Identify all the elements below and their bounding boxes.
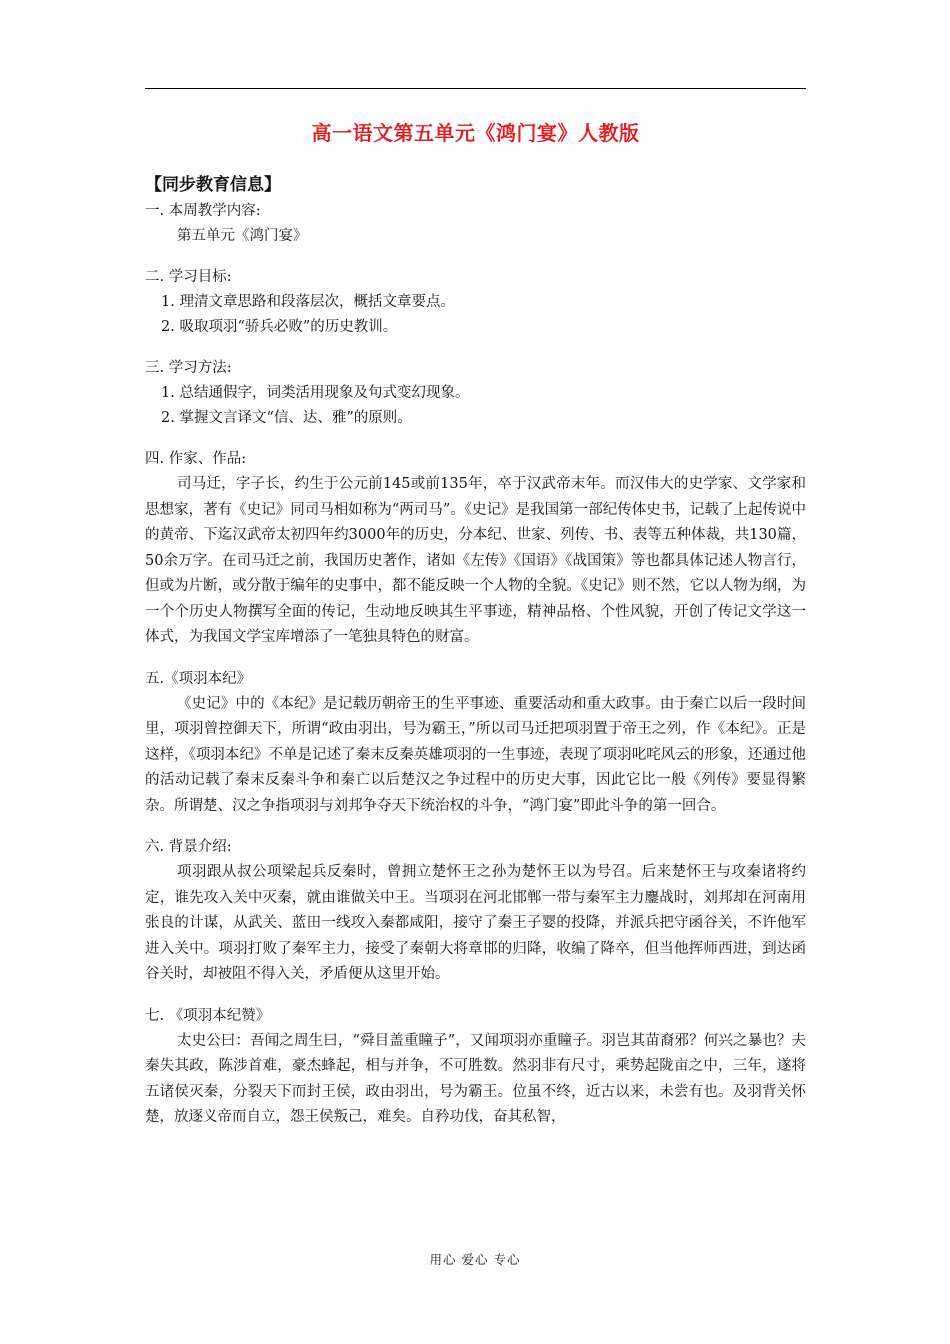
section-learning-methods <box>145 356 806 431</box>
section-paragraph: 项羽跟从叔公项梁起兵反秦时，曾拥立楚怀王之孙为楚怀王以为号召。后来楚怀王与攻秦诸将约定，谁先攻入关中灭秦，就由谁做关中王。当项羽在河北邯郸一带与秦军主力鏖战时，刘邦却在河南用张良的计谋，从武关、蓝田一线攻入秦都咸阳，接守了秦王子婴的投降，并派兵把守函谷关，不许他军进入关中。项羽打败了秦军主力，接受了秦朝大将章邯的归降，收编了降卒，但当他挥师西进，到达函谷关时，却被阻不得入关，矛盾便从这里开始。 <box>145 864 806 982</box>
section-title: 二. 学习目标: <box>145 269 232 285</box>
section-author-works <box>145 447 806 651</box>
section-title: 三. 学习方法: <box>145 360 232 376</box>
section-xiangyu-benji-zan <box>145 1004 806 1131</box>
list-item: 1. 总结通假字，词类活用现象及句式变幻现象。 <box>161 385 470 401</box>
info-heading: 【同步教育信息】 <box>145 175 281 195</box>
section-title: 一. 本周教学内容: <box>145 203 261 219</box>
section-subtext: 第五单元《鸿门宴》 <box>177 228 308 244</box>
list-item: 2. 吸取项羽“骄兵必败”的历史教训。 <box>161 319 398 335</box>
section-title: 四. 作家、作品: <box>145 451 247 467</box>
list-item: 2. 掌握文言译文“信、达、雅”的原则。 <box>161 410 412 426</box>
document-title: 高一语文第五单元《鸿门宴》人教版 <box>311 121 640 145</box>
list-item: 1. 理清文章思路和段落层次，概括文章要点。 <box>161 294 455 310</box>
document-body <box>145 170 806 1147</box>
section-learning-goals <box>145 265 806 340</box>
section-paragraph: 太史公曰：吾闻之周生曰，“舜目盖重瞳子”，又闻项羽亦重瞳子。羽岂其苗裔邪？何兴之暴也？夫秦失其政，陈涉首难，豪杰蜂起，相与并争，不可胜数。然羽非有尺寸，乘势起陇亩之中，三年，遂将五诸侯灭秦，分裂天下而封王侯，政由羽出，号为霸王。位虽不终，近古以来，未尝有也。及羽背关怀楚，放逐义帝而自立，怨王侯叛己，难矣。自矜功伐，奋其私智， <box>145 1032 806 1125</box>
header-rule <box>145 88 806 89</box>
section-teaching-content <box>145 199 806 249</box>
section-title: 五.《项羽本纪》 <box>145 670 252 687</box>
section-paragraph: 《史记》中的《本纪》是记载历朝帝王的生平事迹、重要活动和重大政事。由于秦亡以后一段时间里，项羽曾控御天下，所谓“政由羽出，号为霸王，”所以司马迁把项羽置于帝王之列，作《本纪》。正是这样，《项羽本纪》不单是记述了秦末反秦英雄项羽的一生事迹，表现了项羽叱咤风云的形象，还通过他的活动记载了秦末反秦斗争和秦亡以后楚汉之争过程中的历史大事，因此它比一般《列传》要显得繁杂。所谓楚、汉之争指项羽与刘邦争夺天下统治权的斗争，“鸿门宴”即此斗争的第一回合。 <box>145 695 806 814</box>
section-title: 六. 背景介绍: <box>145 839 232 855</box>
page-footer: 用心 爱心 专心 <box>429 1252 521 1267</box>
section-title: 七. 《项羽本纪赞》 <box>145 1007 271 1024</box>
section-xiangyu-benji <box>145 667 806 820</box>
section-background <box>145 835 806 988</box>
section-paragraph: 司马迁，字子长，约生于公元前145或前135年，卒于汉武帝末年。而汉伟大的史学家、文学家和思想家，著有《史记》同司马相如称为“两司马”。《史记》是我国第一部纪传体史书，记载了上起传说中的黄帝、下迄汉武帝太初四年约3000年的历史，分本纪、世家、列传、书、表等五种体裁，共130篇，50余万字。在司马迁之前，我国历史著作，诸如《左传》《国语》《战国策》等也都具体记述人物言行，但或为片断，或分散于编年的史事中，都不能反映一个人物的全貌。《史记》则不然，它以人物为纲，为一个个历史人物撰写全面的传记，生动地反映其生平事迹，精神品格、个性风貌，开创了传记文学这一体式，为我国文学宝库增添了一笔独具特色的财富。 <box>145 476 806 645</box>
